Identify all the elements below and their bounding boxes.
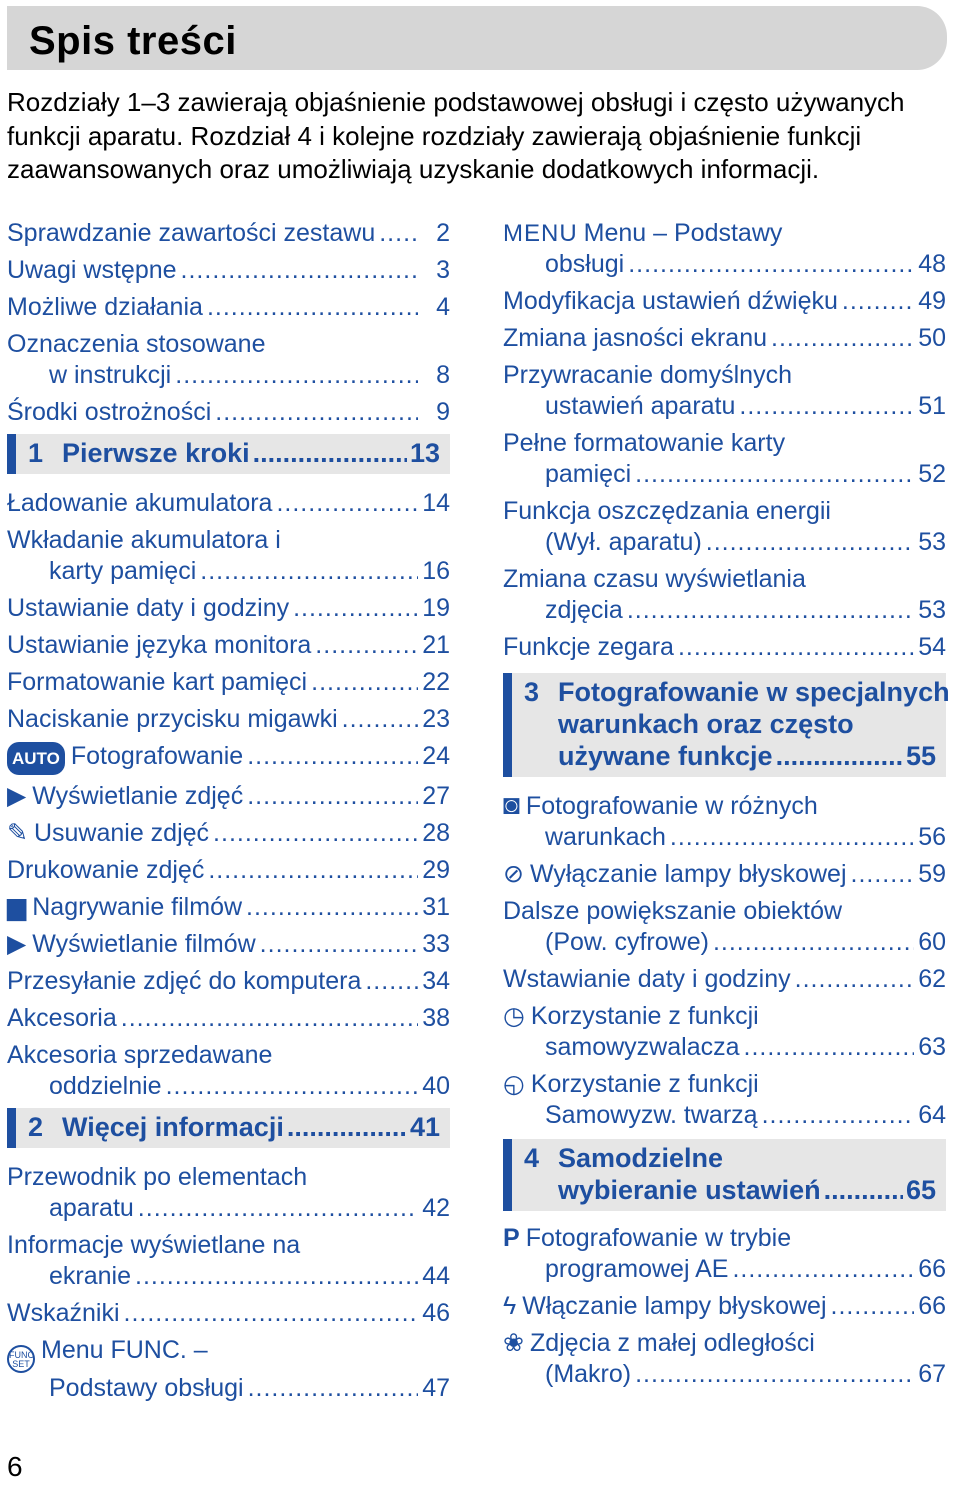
dot-leader xyxy=(379,218,418,249)
chapter-heading-line xyxy=(524,676,950,708)
dot-leader xyxy=(365,966,418,997)
dot-leader xyxy=(831,1291,914,1322)
toc-page-number: 34 xyxy=(422,967,450,995)
playback-icon: ▶ xyxy=(7,930,27,958)
toc-entry[interactable] xyxy=(7,1040,450,1102)
toc-entry-label-cont: ekranie xyxy=(49,1262,131,1290)
toc-entry[interactable] xyxy=(503,1291,946,1322)
dot-leader xyxy=(175,360,418,391)
chapter-heading-line xyxy=(524,1142,936,1174)
func-set-icon: FUNC SET xyxy=(7,1345,35,1373)
chapter-heading-line xyxy=(28,437,440,469)
toc-entry-line xyxy=(7,741,450,775)
toc-page-number: 27 xyxy=(422,782,450,810)
toc-entry-line xyxy=(503,496,946,527)
dot-leader xyxy=(842,286,914,317)
toc-entry-label: Usuwanie zdjęć xyxy=(33,819,210,847)
toc-entry-line xyxy=(503,249,946,280)
toc-page-number: 47 xyxy=(422,1374,450,1402)
toc-entry[interactable] xyxy=(7,929,450,960)
toc-page-number: 19 xyxy=(422,594,450,622)
chapter-page-number: 41 xyxy=(409,1112,440,1142)
toc-entry-label: Korzystanie z funkcji xyxy=(530,1002,759,1030)
toc-entry-label: Menu – Podstawy xyxy=(583,219,783,247)
dot-leader xyxy=(732,1254,914,1285)
toc-left-column xyxy=(7,218,450,1410)
toc-page-number: 42 xyxy=(422,1194,450,1222)
toc-entry-line xyxy=(503,822,946,853)
toc-page-number: 9 xyxy=(436,398,450,426)
toc-entry-label: Wskaźniki xyxy=(7,1299,120,1327)
toc-entry[interactable] xyxy=(503,896,946,958)
chapter-title: używane funkcje xyxy=(558,741,773,771)
toc-entry-line xyxy=(503,1254,946,1285)
toc-page-number: 48 xyxy=(918,250,946,278)
dot-leader xyxy=(851,859,914,890)
chapter-page-number: 55 xyxy=(905,741,936,771)
toc-page-number: 50 xyxy=(918,324,946,352)
chapter-title: warunkach oraz często xyxy=(558,709,854,739)
toc-page-number: 14 xyxy=(422,489,450,517)
chapter-heading-line xyxy=(28,1111,440,1143)
toc-entry[interactable] xyxy=(503,1001,946,1063)
toc-page-number: 16 xyxy=(422,557,450,585)
toc-entry-line xyxy=(7,1373,450,1404)
flash-on-icon: ϟ xyxy=(503,1292,517,1320)
toc-entry[interactable] xyxy=(503,1069,946,1131)
toc-page-number: 29 xyxy=(422,856,450,884)
toc-entry-line xyxy=(503,527,946,558)
toc-entry-label: Przywracanie domyślnych xyxy=(503,361,792,389)
toc-entry-line xyxy=(503,927,946,958)
toc-entry-line xyxy=(503,1100,946,1131)
toc-page-number: 52 xyxy=(918,460,946,488)
program-mode-icon: P xyxy=(503,1224,520,1252)
chapter-heading[interactable] xyxy=(503,1139,946,1211)
toc-entry-line xyxy=(503,632,946,663)
toc-entry-line xyxy=(503,1032,946,1063)
toc-entry-label: Korzystanie z funkcji xyxy=(530,1070,759,1098)
toc-entry-label-cont: w instrukcji xyxy=(49,361,172,389)
toc-entry-line xyxy=(503,964,946,995)
toc-entry-line xyxy=(7,966,450,997)
dot-leader xyxy=(207,292,418,323)
toc-page-number: 59 xyxy=(918,860,946,888)
toc-entry-label: Przewodnik po elementach xyxy=(7,1163,308,1191)
dot-leader xyxy=(181,255,418,286)
toc-entry-label: Wstawianie daty i godziny xyxy=(503,965,791,993)
toc-page-number: 24 xyxy=(422,742,450,770)
toc-entry-line xyxy=(7,525,450,556)
toc-entry-label: Oznaczenia stosowane xyxy=(7,330,266,358)
toc-entry-line xyxy=(503,789,946,822)
title-bar xyxy=(7,6,947,70)
dot-leader xyxy=(247,781,418,812)
toc-entry[interactable] xyxy=(7,667,450,698)
toc-entry-label: Naciskanie przycisku migawki xyxy=(7,705,338,733)
toc-entry[interactable] xyxy=(7,329,450,391)
toc-entry-label: Możliwe działania xyxy=(7,293,203,321)
intro-text: Rozdziały 1–3 zawierają objaśnienie podstawowej obsługi i często używanych funkcji aparatu. Rozdział 4 i kolejne rozdziały zawierają objaśnienie funkcji zaawansowanych oraz umożliwiają uzyskanie dodatkowych informacji. xyxy=(7,87,905,184)
toc-entry[interactable] xyxy=(7,1298,450,1329)
playback-icon: ▶ xyxy=(7,782,27,810)
chapter-heading-line xyxy=(524,740,936,772)
chapter-heading-line xyxy=(524,1174,936,1206)
toc-entry-label: Akcesoria sprzedawane xyxy=(7,1041,273,1069)
dot-leader xyxy=(260,929,418,960)
toc-entry-line xyxy=(7,667,450,698)
menu-icon: MENU xyxy=(503,220,578,247)
toc-entry-label-cont: pamięci xyxy=(545,460,632,488)
dot-leader xyxy=(208,855,418,886)
chapter-title: wybieranie ustawień xyxy=(558,1175,821,1205)
toc-entry-label: Zdjęcia z małej odległości xyxy=(529,1329,815,1357)
toc-entry-line xyxy=(503,360,946,391)
chapter-heading[interactable] xyxy=(503,673,950,777)
toc-entry-line xyxy=(7,1003,450,1034)
chapter-heading[interactable] xyxy=(7,1108,450,1148)
dot-leader xyxy=(670,822,914,853)
toc-entry[interactable] xyxy=(7,593,450,624)
toc-entry[interactable] xyxy=(503,1328,946,1390)
flash-off-icon: ⊘ xyxy=(503,860,524,888)
toc-entry-label: Ustawianie daty i godziny xyxy=(7,594,290,622)
toc-entry-label: Ustawianie języka monitora xyxy=(7,631,312,659)
toc-entry[interactable] xyxy=(7,741,450,775)
toc-entry-label: Wyświetlanie filmów xyxy=(32,930,256,958)
toc-entry-line xyxy=(7,781,450,812)
toc-entry[interactable] xyxy=(503,564,946,626)
toc-entry-line xyxy=(7,1335,450,1373)
toc-entry-line xyxy=(7,1298,450,1329)
toc-page-number: 38 xyxy=(422,1004,450,1032)
toc-entry[interactable] xyxy=(7,704,450,735)
toc-entry-line xyxy=(7,360,450,391)
page-number: 6 xyxy=(7,1451,23,1482)
toc-entry-label: Uwagi wstępne xyxy=(7,256,177,284)
toc-entry-line xyxy=(503,1069,946,1100)
erase-icon: ✎ xyxy=(7,819,28,847)
toc-entry-label-cont: obsługi xyxy=(545,250,625,278)
toc-entry-label: Formatowanie kart pamięci xyxy=(7,668,308,696)
dot-leader xyxy=(247,741,418,772)
toc-entry[interactable] xyxy=(7,855,450,886)
toc-entry-label-cont: (Wył. aparatu) xyxy=(545,528,702,556)
toc-page-number: 49 xyxy=(918,287,946,315)
toc-page-number: 28 xyxy=(422,819,450,847)
toc-entry[interactable] xyxy=(7,1335,450,1404)
dot-leader xyxy=(795,964,914,995)
toc-entry-line xyxy=(503,1223,946,1254)
toc-entry-line xyxy=(503,459,946,490)
chapter-heading-line xyxy=(524,708,936,740)
dot-leader xyxy=(215,397,418,428)
chapter-number: 1 xyxy=(28,438,44,468)
toc-entry-line xyxy=(7,1261,450,1292)
dot-leader xyxy=(627,595,914,626)
toc-page-number: 67 xyxy=(918,1360,946,1388)
dot-leader xyxy=(293,593,418,624)
toc-entry-line xyxy=(503,286,946,317)
dot-leader xyxy=(121,1003,418,1034)
chapter-title: Pierwsze kroki xyxy=(62,438,250,468)
toc-entry[interactable] xyxy=(503,496,946,558)
toc-entry-line xyxy=(503,391,946,422)
toc-entry-label: Funkcje zegara xyxy=(503,633,674,661)
dot-leader xyxy=(706,527,914,558)
dot-leader xyxy=(744,1032,914,1063)
dot-leader xyxy=(628,249,914,280)
toc-entry-line xyxy=(503,323,946,354)
toc-page-number: 2 xyxy=(436,219,450,247)
toc-entry-label: Fotografowanie w różnych xyxy=(525,792,818,820)
toc-entry[interactable] xyxy=(503,632,946,663)
toc-entry[interactable] xyxy=(7,1162,450,1224)
toc-page-number: 63 xyxy=(918,1033,946,1061)
toc-page-number: 54 xyxy=(918,633,946,661)
toc-entry-line xyxy=(503,595,946,626)
toc-entry-line xyxy=(7,929,450,960)
dot-leader xyxy=(213,818,418,849)
face-self-timer-icon: ◵ xyxy=(503,1070,525,1098)
toc-entry-line xyxy=(7,1040,450,1071)
toc-entry[interactable] xyxy=(7,818,450,849)
toc-entry-label: Wkładanie akumulatora i xyxy=(7,526,281,554)
dot-leader xyxy=(166,1071,418,1102)
toc-entry-label: Akcesoria xyxy=(7,1004,117,1032)
toc-entry-line xyxy=(7,1230,450,1261)
toc-entry-label-cont: karty pamięci xyxy=(49,557,197,585)
toc-entry-label: Środki ostrożności xyxy=(7,398,212,426)
auto-mode-icon: AUTO xyxy=(7,742,65,775)
toc-entry-label: Zmiana czasu wyświetlania xyxy=(503,565,806,593)
toc-entry-line xyxy=(503,564,946,595)
toc-entry[interactable] xyxy=(503,323,946,354)
chapter-page-number: 65 xyxy=(905,1175,936,1205)
toc-entry[interactable] xyxy=(503,964,946,995)
chapter-page-number: 13 xyxy=(409,438,440,468)
toc-entry-line xyxy=(7,1162,450,1193)
toc-page-number: 3 xyxy=(436,256,450,284)
toc-entry[interactable] xyxy=(503,360,946,422)
chapter-heading[interactable] xyxy=(7,434,450,474)
toc-page-number: 46 xyxy=(422,1299,450,1327)
toc-entry-line xyxy=(503,1359,946,1390)
toc-entry-line xyxy=(503,1291,946,1322)
toc-right-column xyxy=(503,218,950,1396)
toc-entry-label: Funkcja oszczędzania energii xyxy=(503,497,831,525)
dot-leader xyxy=(200,556,418,587)
toc-entry[interactable] xyxy=(7,1003,450,1034)
toc-entry-label-cont: (Pow. cyfrowe) xyxy=(545,928,709,956)
toc-page-number: 56 xyxy=(918,823,946,851)
dot-leader xyxy=(342,704,418,735)
dot-leader xyxy=(824,1174,903,1206)
toc-entry-label: Menu FUNC. – xyxy=(41,1336,208,1364)
toc-entry[interactable] xyxy=(503,286,946,317)
toc-page-number: 31 xyxy=(422,893,450,921)
toc-page-number: 64 xyxy=(918,1101,946,1129)
dot-leader xyxy=(253,437,407,469)
toc-entry[interactable] xyxy=(7,525,450,587)
dot-leader xyxy=(635,1359,914,1390)
toc-entry-line xyxy=(7,630,450,661)
toc-page-number: 8 xyxy=(436,361,450,389)
toc-entry-label: Sprawdzanie zawartości zestawu xyxy=(7,219,376,247)
toc-page-number: 4 xyxy=(436,293,450,321)
toc-entry-line xyxy=(503,428,946,459)
toc-entry-label-cont: programowej AE xyxy=(545,1255,729,1283)
toc-entry[interactable] xyxy=(7,397,450,428)
toc-entry-label: Fotografowanie w trybie xyxy=(525,1224,792,1252)
toc-page-number: 60 xyxy=(918,928,946,956)
toc-entry-line xyxy=(503,1001,946,1032)
toc-entry[interactable] xyxy=(7,292,450,323)
toc-entry-label-cont: zdjęcia xyxy=(545,596,623,624)
toc-entry-line xyxy=(7,329,450,360)
toc-entry-label-cont: Samowyzw. twarzą xyxy=(545,1101,758,1129)
toc-page-number: 23 xyxy=(422,705,450,733)
toc-entry-line xyxy=(7,593,450,624)
camera-icon: ◙ xyxy=(503,789,520,820)
toc-entry-line xyxy=(503,218,946,249)
dot-leader xyxy=(771,323,914,354)
toc-entry-line xyxy=(7,1071,450,1102)
toc-entry[interactable] xyxy=(7,488,450,519)
dot-leader xyxy=(276,488,418,519)
toc-entry-label: Nagrywanie filmów xyxy=(32,893,243,921)
toc-entry-line xyxy=(7,397,450,428)
chapter-title: Więcej informacji xyxy=(62,1112,284,1142)
toc-entry-line xyxy=(7,818,450,849)
movie-icon: ▆ xyxy=(7,893,27,921)
toc-entry-label: Pełne formatowanie karty xyxy=(503,429,786,457)
dot-leader xyxy=(311,667,418,698)
toc-entry-line xyxy=(7,855,450,886)
toc-page-number: 33 xyxy=(422,930,450,958)
dot-leader xyxy=(287,1111,407,1143)
page-title: Spis treści xyxy=(29,19,237,63)
macro-icon: ❀ xyxy=(503,1329,524,1357)
toc-page-number: 40 xyxy=(422,1072,450,1100)
toc-entry-label-cont: Podstawy obsługi xyxy=(49,1374,244,1402)
toc-entry-line xyxy=(503,859,946,890)
toc-entry-label: Fotografowanie xyxy=(70,742,244,770)
self-timer-icon: ◷ xyxy=(503,1002,525,1030)
dot-leader xyxy=(776,740,903,772)
toc-entry-label: Informacje wyświetlane na xyxy=(7,1231,301,1259)
toc-entry[interactable] xyxy=(503,428,946,490)
toc-page-number: 51 xyxy=(918,392,946,420)
toc-entry-label: Przesyłanie zdjęć do komputera xyxy=(7,967,362,995)
toc-entry-label: Modyfikacja ustawień dźwięku xyxy=(503,287,838,315)
dot-leader xyxy=(124,1298,418,1329)
dot-leader xyxy=(762,1100,914,1131)
toc-entry-line xyxy=(7,1193,450,1224)
toc-page-number: 21 xyxy=(422,631,450,659)
chapter-title: Samodzielne xyxy=(558,1143,724,1173)
toc-entry[interactable] xyxy=(7,966,450,997)
toc-page-number: 53 xyxy=(918,596,946,624)
toc-entry-line xyxy=(7,218,450,249)
chapter-number: 2 xyxy=(28,1112,44,1142)
dot-leader xyxy=(138,1193,418,1224)
toc-entry-label-cont: warunkach xyxy=(545,823,666,851)
dot-leader xyxy=(739,391,914,422)
toc-entry[interactable] xyxy=(7,892,450,923)
toc-entry-line xyxy=(503,1328,946,1359)
toc-entry-label-cont: oddzielnie xyxy=(49,1072,162,1100)
toc-entry-line xyxy=(503,896,946,927)
toc-entry-label: Zmiana jasności ekranu xyxy=(503,324,768,352)
dot-leader xyxy=(246,892,418,923)
toc-entry-label: Ładowanie akumulatora xyxy=(7,489,273,517)
toc-entry[interactable] xyxy=(503,1223,946,1285)
toc-entry-label-cont: ustawień aparatu xyxy=(545,392,736,420)
toc-entry-label: Wyświetlanie zdjęć xyxy=(32,782,244,810)
toc-entry-line xyxy=(7,556,450,587)
dot-leader xyxy=(248,1373,418,1404)
toc-page-number: 22 xyxy=(422,668,450,696)
toc-entry-label-cont: (Makro) xyxy=(545,1360,632,1388)
toc-page-number: 66 xyxy=(918,1255,946,1283)
toc-entry[interactable] xyxy=(7,255,450,286)
dot-leader xyxy=(315,630,418,661)
toc-entry-label: Drukowanie zdjęć xyxy=(7,856,205,884)
toc-entry[interactable] xyxy=(503,218,946,280)
toc-entry-line xyxy=(7,255,450,286)
toc-entry[interactable] xyxy=(503,789,946,853)
toc-entry-line xyxy=(7,292,450,323)
toc-page-number: 53 xyxy=(918,528,946,556)
toc-entry[interactable] xyxy=(7,630,450,661)
dot-leader xyxy=(135,1261,418,1292)
toc-page-number: 62 xyxy=(918,965,946,993)
toc-entry-label: Wyłączanie lampy błyskowej xyxy=(529,860,847,888)
toc-page-number: 44 xyxy=(422,1262,450,1290)
toc-entry[interactable] xyxy=(503,859,946,890)
toc-entry-line xyxy=(7,892,450,923)
toc-entry[interactable] xyxy=(7,218,450,249)
toc-page-number: 66 xyxy=(918,1292,946,1320)
dot-leader xyxy=(713,927,914,958)
dot-leader xyxy=(635,459,914,490)
chapter-number: 3 xyxy=(524,677,540,707)
toc-entry-label: Dalsze powiększanie obiektów xyxy=(503,897,843,925)
toc-entry-label: Włączanie lampy błyskowej xyxy=(522,1292,827,1320)
toc-entry-label-cont: aparatu xyxy=(49,1194,134,1222)
toc-entry-line xyxy=(7,488,450,519)
toc-entry[interactable] xyxy=(7,1230,450,1292)
toc-entry[interactable] xyxy=(7,781,450,812)
toc-entry-line xyxy=(7,704,450,735)
toc-entry-label-cont: samowyzwalacza xyxy=(545,1033,740,1061)
chapter-number: 4 xyxy=(524,1143,540,1173)
chapter-title: Fotografowanie w specjalnych xyxy=(558,677,950,707)
dot-leader xyxy=(678,632,914,663)
